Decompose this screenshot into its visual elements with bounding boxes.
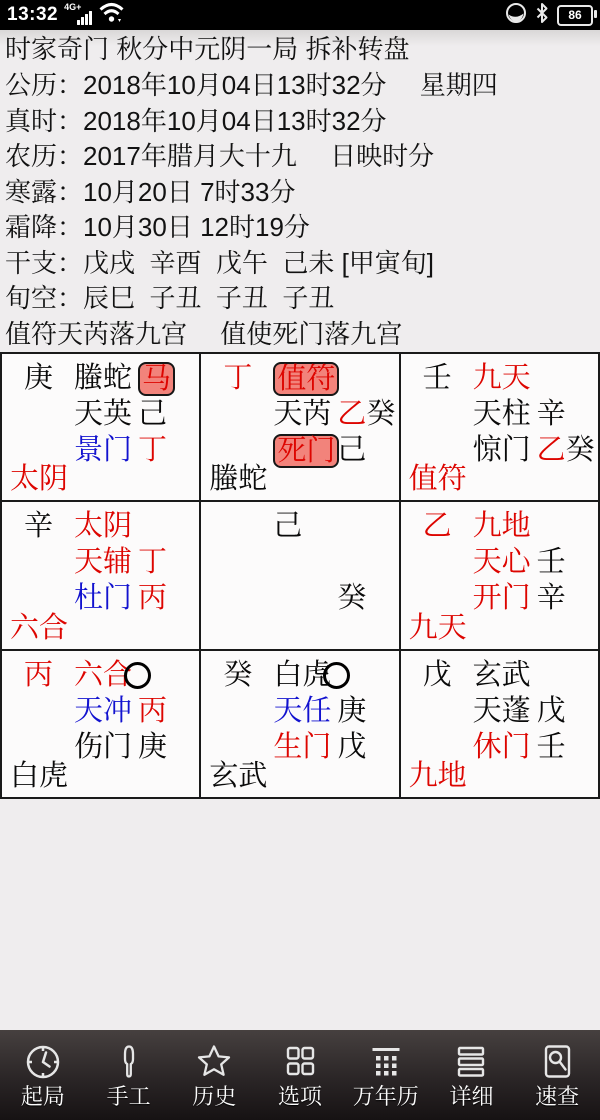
header-line-lunar: 农历： 2017年腊月大十九 日映时分 bbox=[5, 141, 435, 171]
search-icon bbox=[537, 1042, 577, 1082]
header-line-shuangjiang: 霜降： 10月30日 12时19分 bbox=[5, 212, 310, 242]
history-button[interactable]: 历史 bbox=[171, 1030, 257, 1120]
start-chart-button[interactable]: 起局 bbox=[0, 1030, 86, 1120]
palace-cell-9[interactable]: 戊 玄武 天蓬 戊 休门 壬 九地 bbox=[401, 651, 598, 797]
header-line-truetime: 真时： 2018年10月04日13时32分 bbox=[5, 105, 387, 136]
page-title: 时家奇门 秋分中元阴一局 拆补转盘 bbox=[5, 34, 410, 64]
palace-cell-7[interactable]: 丙 六合 天冲 丙 伤门 庚 白虎 bbox=[2, 651, 199, 797]
chart-header bbox=[0, 30, 600, 352]
palace-cell-4[interactable]: 辛 太阴 天辅 丁 杜门 丙 六合 bbox=[2, 502, 199, 648]
cell-signal-icon: 4G+ bbox=[64, 3, 94, 27]
grid-icon bbox=[280, 1042, 320, 1082]
data-saver-icon bbox=[505, 2, 527, 29]
star-icon bbox=[193, 1042, 235, 1082]
void-circle-marker bbox=[124, 662, 151, 689]
list-icon bbox=[451, 1042, 491, 1082]
status-bar bbox=[0, 0, 600, 30]
palace-cell-1[interactable]: 庚 螣蛇 马 天英 己 景门 丁 太阴 bbox=[2, 354, 199, 500]
nine-palace-grid bbox=[0, 352, 600, 799]
header-line-xunkong: 旬空： 辰巳 子丑 子丑 子丑 bbox=[5, 283, 335, 313]
palace-cell-6[interactable]: 乙 九地 天心 壬 开门 辛 九天 bbox=[401, 502, 598, 648]
header-line-hanlu: 寒露： 10月20日 7时33分 bbox=[5, 176, 296, 207]
palace-cell-8[interactable]: 癸 白虎 天任 庚 生门 戊 玄武 bbox=[201, 651, 398, 797]
manual-chart-button[interactable]: 手工 bbox=[86, 1030, 172, 1120]
clock-icon bbox=[23, 1042, 63, 1082]
zhifu-zhishi-summary: 值符天芮落九宫 值使死门落九宫 bbox=[5, 318, 403, 349]
palace-cell-2[interactable]: 丁 值符 天芮 乙癸 死门 己 螣蛇 bbox=[201, 354, 398, 500]
details-button[interactable]: 详细 bbox=[429, 1030, 515, 1120]
clock-time: 13:32 bbox=[7, 4, 59, 25]
palace-cell-5[interactable]: 己 癸 bbox=[201, 502, 398, 648]
palace-cell-3[interactable]: 壬 九天 天柱 辛 惊门 乙癸 值符 bbox=[401, 354, 598, 500]
pin-icon bbox=[109, 1042, 149, 1082]
options-button[interactable]: 选项 bbox=[257, 1030, 343, 1120]
quick-lookup-button[interactable]: 速查 bbox=[514, 1030, 600, 1120]
battery-icon bbox=[557, 5, 593, 26]
bluetooth-icon bbox=[535, 2, 549, 29]
void-circle-marker bbox=[323, 662, 350, 689]
bottom-toolbar bbox=[0, 1030, 600, 1120]
battery-percent: 86 bbox=[568, 8, 582, 22]
perpetual-calendar-button[interactable]: 万年历 bbox=[343, 1030, 429, 1120]
header-line-ganzhi: 干支： 戊戌 辛酉 戊午 己未 [甲寅旬] bbox=[5, 247, 435, 278]
wifi-icon bbox=[98, 1, 125, 29]
calendar-icon bbox=[366, 1042, 406, 1082]
header-line-solar: 公历： 2018年10月04日13时32分 星期四 bbox=[5, 70, 498, 100]
